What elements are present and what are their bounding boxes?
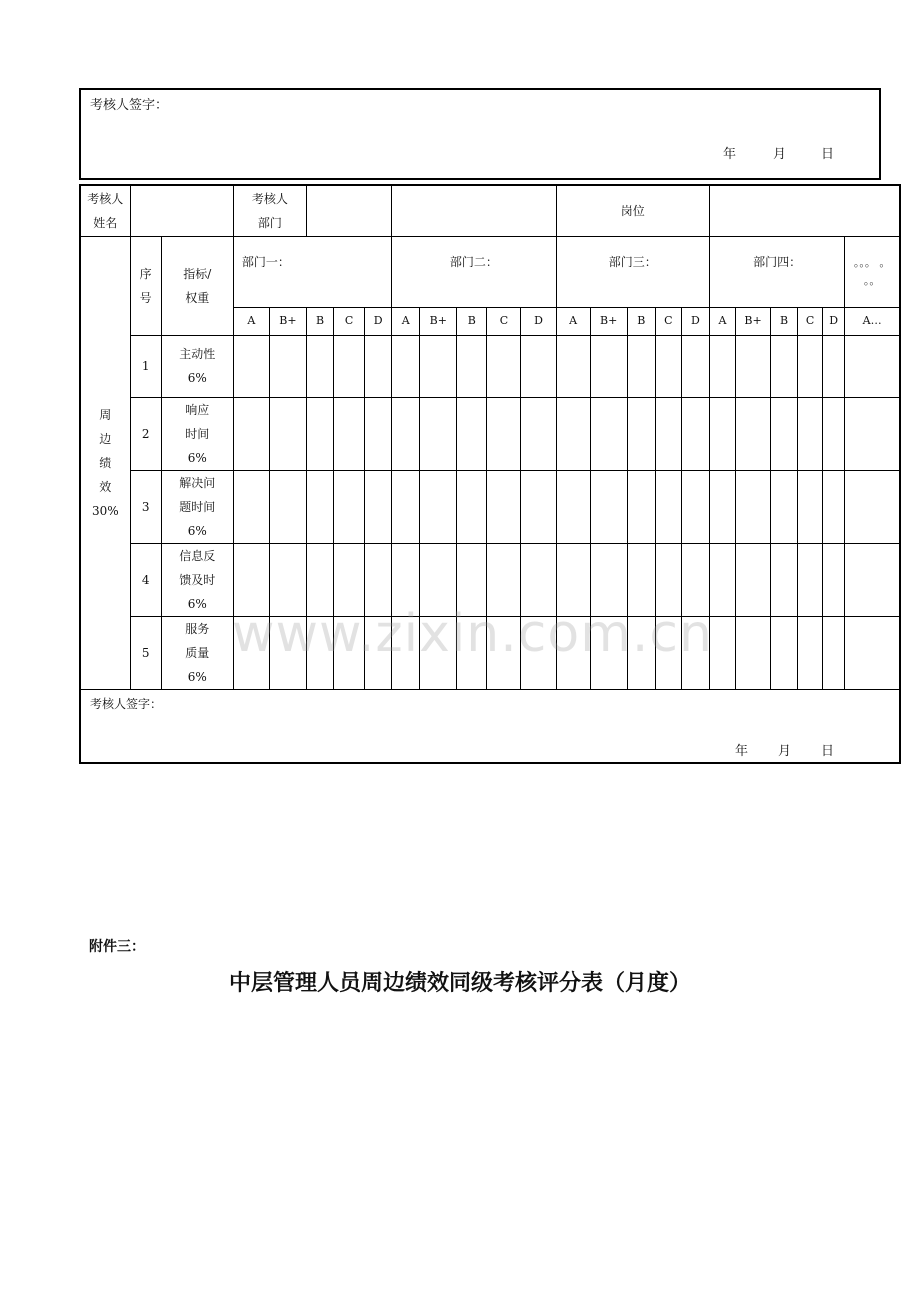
row-seq: 2 (130, 397, 161, 470)
row-indicator: 服务 质量 6% (161, 616, 233, 689)
date-month: 月 (773, 147, 787, 162)
top-signature-box (79, 88, 881, 180)
score-cell[interactable] (798, 335, 823, 397)
row-indicator: 解决问 题时间 6% (161, 470, 233, 543)
grade-header: B+ (735, 307, 770, 335)
score-cell[interactable] (735, 397, 770, 470)
extra-department-header: 。。。 。 。。 (845, 236, 900, 307)
top-signature-date (723, 143, 843, 161)
score-cell[interactable] (771, 616, 798, 689)
score-cell[interactable] (709, 397, 735, 470)
score-cell[interactable] (823, 616, 845, 689)
grade-header: C (655, 307, 681, 335)
score-cell[interactable] (681, 616, 709, 689)
score-cell[interactable] (845, 470, 900, 543)
score-cell[interactable] (798, 397, 823, 470)
score-cell[interactable] (798, 470, 823, 543)
score-cell[interactable] (487, 616, 521, 689)
score-cell[interactable] (735, 543, 770, 616)
attachment-label: 附件三： (89, 939, 145, 955)
score-cell[interactable] (771, 470, 798, 543)
score-cell[interactable] (307, 335, 334, 397)
score-cell[interactable] (655, 616, 681, 689)
score-cell[interactable] (269, 616, 306, 689)
score-cell[interactable] (334, 543, 365, 616)
grade-header: D (681, 307, 709, 335)
score-cell[interactable] (487, 397, 521, 470)
score-cell[interactable] (365, 335, 392, 397)
grade-header: D (521, 307, 556, 335)
score-cell[interactable] (735, 335, 770, 397)
score-cell[interactable] (590, 616, 627, 689)
score-cell[interactable] (307, 470, 334, 543)
grade-header: D (365, 307, 392, 335)
score-cell[interactable] (627, 335, 655, 397)
score-cell[interactable] (681, 335, 709, 397)
score-cell[interactable] (735, 616, 770, 689)
bottom-signature-row (80, 689, 900, 763)
score-cell[interactable] (420, 397, 457, 470)
assessor-dept-header: 考核人 部门 (233, 185, 306, 236)
score-cell[interactable] (823, 335, 845, 397)
department-1-header: 部门一： (233, 236, 391, 307)
score-cell[interactable] (334, 335, 365, 397)
score-cell[interactable] (627, 397, 655, 470)
score-cell[interactable] (420, 543, 457, 616)
score-cell[interactable] (365, 543, 392, 616)
score-cell[interactable] (392, 470, 420, 543)
score-cell[interactable] (556, 470, 590, 543)
score-cell[interactable] (590, 543, 627, 616)
table-row (80, 470, 900, 543)
bottom-signature-label: 考核人签字： (90, 696, 163, 711)
score-cell[interactable] (334, 470, 365, 543)
bottom-signature-date (735, 740, 845, 758)
score-cell[interactable] (590, 470, 627, 543)
document-title: 中层管理人员周边绩效同级考核评分表（月度） (228, 971, 691, 996)
row-seq: 5 (130, 616, 161, 689)
grade-header: C (487, 307, 521, 335)
grade-header: B (457, 307, 487, 335)
date-year: 年 (735, 743, 749, 759)
score-cell[interactable] (365, 397, 392, 470)
score-cell[interactable] (365, 470, 392, 543)
date-year: 年 (723, 147, 737, 162)
assessor-name-value[interactable] (130, 185, 233, 236)
score-cell[interactable] (845, 616, 900, 689)
assessment-table (79, 184, 901, 764)
row-indicator: 主动性 6% (161, 335, 233, 397)
indicator-header: 指标/ 权重 (161, 236, 233, 335)
score-cell[interactable] (457, 397, 487, 470)
score-cell[interactable] (233, 470, 269, 543)
department-4-header: 部门四： (709, 236, 844, 307)
score-cell[interactable] (681, 543, 709, 616)
score-cell[interactable] (233, 543, 269, 616)
score-cell[interactable] (521, 397, 556, 470)
grade-header: B (627, 307, 655, 335)
score-cell[interactable] (420, 470, 457, 543)
grade-header: B+ (420, 307, 457, 335)
score-cell[interactable] (709, 616, 735, 689)
top-signature-label: 考核人签字： (90, 98, 169, 113)
score-cell[interactable] (521, 543, 556, 616)
score-cell[interactable] (457, 616, 487, 689)
score-cell[interactable] (627, 470, 655, 543)
grade-header: D (823, 307, 845, 335)
score-cell[interactable] (845, 335, 900, 397)
score-cell[interactable] (655, 335, 681, 397)
date-day: 日 (821, 743, 835, 759)
score-cell[interactable] (233, 335, 269, 397)
score-cell[interactable] (771, 543, 798, 616)
score-cell[interactable] (269, 470, 306, 543)
row-seq: 1 (130, 335, 161, 397)
grade-header: B+ (590, 307, 627, 335)
date-month: 月 (778, 743, 792, 759)
score-cell[interactable] (392, 616, 420, 689)
score-cell[interactable] (521, 470, 556, 543)
score-cell[interactable] (334, 616, 365, 689)
score-cell[interactable] (823, 397, 845, 470)
position-header: 岗位 (556, 185, 709, 236)
table-row (80, 543, 900, 616)
score-cell[interactable] (487, 543, 521, 616)
score-cell[interactable] (655, 543, 681, 616)
score-cell[interactable] (798, 543, 823, 616)
grade-header: B+ (269, 307, 306, 335)
watermark: www.zixin.com.cn (232, 604, 713, 664)
score-cell[interactable] (590, 397, 627, 470)
assessor-dept-value[interactable] (307, 185, 392, 236)
table-row (80, 616, 900, 689)
score-cell[interactable] (845, 397, 900, 470)
score-cell[interactable] (365, 616, 392, 689)
score-cell[interactable] (457, 470, 487, 543)
score-cell[interactable] (590, 335, 627, 397)
score-cell[interactable] (307, 616, 334, 689)
score-cell[interactable] (521, 616, 556, 689)
seq-header: 序 号 (130, 236, 161, 335)
score-cell[interactable] (709, 470, 735, 543)
score-cell[interactable] (521, 335, 556, 397)
score-cell[interactable] (233, 616, 269, 689)
score-cell[interactable] (709, 335, 735, 397)
table-row (80, 335, 900, 397)
score-cell[interactable] (392, 543, 420, 616)
row-seq: 4 (130, 543, 161, 616)
score-cell[interactable] (681, 470, 709, 543)
score-cell[interactable] (823, 470, 845, 543)
score-cell[interactable] (487, 335, 521, 397)
score-cell[interactable] (269, 335, 306, 397)
department-2-header: 部门二： (392, 236, 556, 307)
score-cell[interactable] (392, 335, 420, 397)
score-cell[interactable] (392, 397, 420, 470)
date-day: 日 (821, 147, 835, 162)
score-cell[interactable] (457, 543, 487, 616)
score-cell[interactable] (420, 335, 457, 397)
score-cell[interactable] (233, 397, 269, 470)
table-row (80, 397, 900, 470)
grade-header: C (798, 307, 823, 335)
score-cell[interactable] (627, 616, 655, 689)
score-cell[interactable] (735, 470, 770, 543)
grade-header: A (233, 307, 269, 335)
score-cell[interactable] (556, 335, 590, 397)
grade-header: A (392, 307, 420, 335)
score-cell[interactable] (709, 543, 735, 616)
score-cell[interactable] (420, 616, 457, 689)
grade-header: B (771, 307, 798, 335)
row-indicator: 响应 时间 6% (161, 397, 233, 470)
score-cell[interactable] (556, 397, 590, 470)
score-cell[interactable] (845, 543, 900, 616)
score-cell[interactable] (556, 616, 590, 689)
header-blank (392, 185, 556, 236)
score-cell[interactable] (798, 616, 823, 689)
score-cell[interactable] (627, 543, 655, 616)
score-cell[interactable] (457, 335, 487, 397)
grade-header: C (334, 307, 365, 335)
grade-header: B (307, 307, 334, 335)
row-seq: 3 (130, 470, 161, 543)
score-cell[interactable] (269, 543, 306, 616)
score-cell[interactable] (269, 397, 306, 470)
position-value[interactable] (709, 185, 900, 236)
grade-header: A… (845, 307, 900, 335)
score-cell[interactable] (556, 543, 590, 616)
category-cell: 周 边 绩 效 30% (80, 236, 130, 689)
score-cell[interactable] (655, 397, 681, 470)
score-cell[interactable] (681, 397, 709, 470)
score-cell[interactable] (771, 397, 798, 470)
score-cell[interactable] (334, 397, 365, 470)
score-cell[interactable] (307, 543, 334, 616)
department-3-header: 部门三： (556, 236, 709, 307)
bottom-signature-box[interactable] (80, 689, 900, 763)
grade-header: A (709, 307, 735, 335)
score-cell[interactable] (823, 543, 845, 616)
row-indicator: 信息反 馈及时 6% (161, 543, 233, 616)
grade-header: A (556, 307, 590, 335)
score-cell[interactable] (307, 397, 334, 470)
score-cell[interactable] (487, 470, 521, 543)
score-cell[interactable] (655, 470, 681, 543)
score-cell[interactable] (771, 335, 798, 397)
assessor-name-header: 考核人 姓名 (80, 185, 130, 236)
